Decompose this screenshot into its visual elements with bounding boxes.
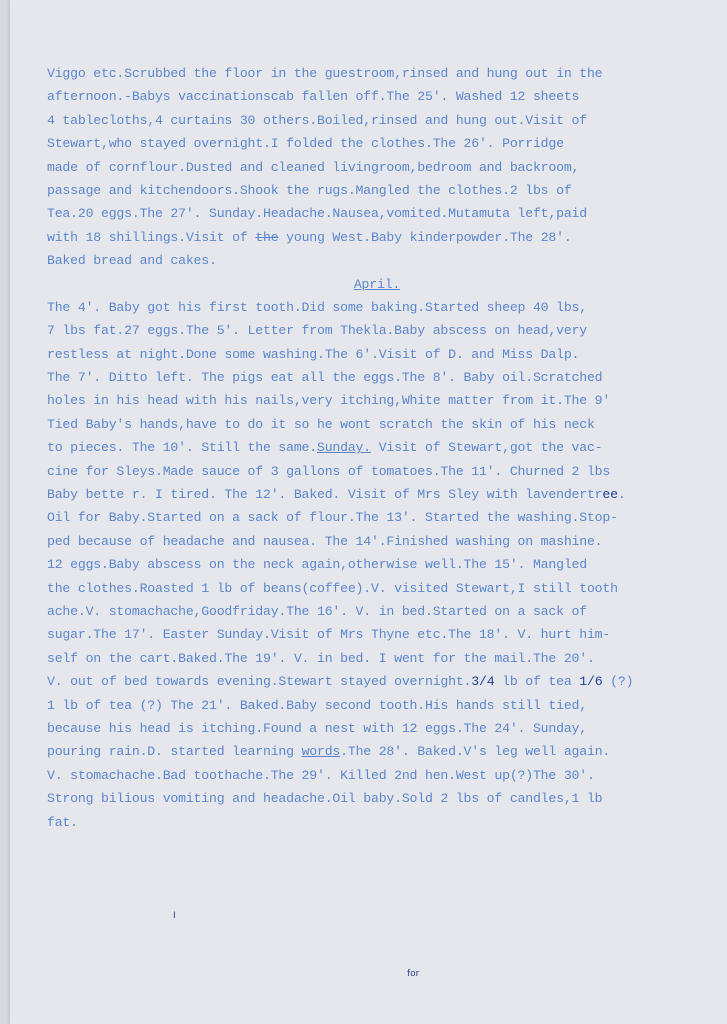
text-line: Viggo etc.Scrubbed the floor in the guestroom,rinsed and hung out in the xyxy=(47,66,603,81)
text-segment: Visit of Stewart,got the vac- xyxy=(370,440,603,456)
struck-text: the xyxy=(255,229,279,245)
text-line: made of cornflour.Dusted and cleaned livingroom,bedroom and backroom, xyxy=(47,159,580,175)
typed-text xyxy=(47,62,707,834)
text-line: cine for Sleys.Made sauce of 3 gallons of tomatoes.The 11'. Churned 2 lbs xyxy=(47,463,611,479)
text-line: Baked bread and cakes. xyxy=(47,253,217,269)
handwritten-insertion: I xyxy=(173,911,176,921)
text-line: fat. xyxy=(47,814,78,830)
text-line xyxy=(47,670,707,693)
text-line: holes in his head with his nails,very itching,White matter from it.The 9' xyxy=(47,393,611,409)
text-segment: . xyxy=(617,487,626,503)
underlined-text: words xyxy=(301,744,341,760)
text-line: the clothes.Roasted 1 lb of beans(coffee).V. visited Stewart,I still tooth xyxy=(47,580,618,596)
document-page xyxy=(10,0,727,1024)
text-segment: to pieces. The 10'. Still the same. xyxy=(47,440,317,456)
text-line: Strong bilious vomiting and headache.Oil baby.Sold 2 lbs of candles,1 lb xyxy=(47,791,603,807)
handwritten-fraction: 3/4 xyxy=(471,674,495,690)
text-line: 1 lb of tea (?) The 21'. Baked.Baby second tooth.His hands still tied, xyxy=(47,697,587,713)
text-segment: (?) xyxy=(602,674,634,690)
text-line: The 7'. Ditto left. The pigs eat all the eggs.The 8'. Baby oil.Scratched xyxy=(47,370,603,386)
text-line: V. stomachache.Bad toothache.The 29'. Killed 2nd hen.West up(?)The 30'. xyxy=(47,767,595,783)
handwritten-fraction: 1/6 xyxy=(579,674,603,690)
text-segment: young West.Baby kinderpowder.The 28'. xyxy=(278,229,572,245)
text-line: Tied Baby's hands,have to do it so he wont scratch the skin of his neck xyxy=(47,416,595,432)
text-line: self on the cart.Baked.The 19'. V. in bed. I went for the mail.The 20'. xyxy=(47,650,595,666)
text-line: restless at night.Done some washing.The 6'.Visit of D. and Miss Dalp. xyxy=(47,346,580,362)
text-line: Oil for Baby.Started on a sack of flour.The 13'. Started the washing.Stop- xyxy=(47,510,618,526)
text-line xyxy=(47,436,707,459)
text-line: 12 eggs.Baby abscess on the neck again,otherwise well.The 15'. Mangled xyxy=(47,557,587,573)
text-segment: V. out of bed towards evening.Stewart stayed overnight. xyxy=(47,674,472,690)
text-segment: lb of tea xyxy=(494,674,580,690)
text-segment: Baby bette r. I tired. The 12'. Baked. Visit of Mrs Sley with lavendertr xyxy=(47,487,603,503)
month-heading xyxy=(47,273,707,296)
text-line: passage and kitchendoors.Shook the rugs.Mangled the clothes.2 lbs of xyxy=(47,182,572,198)
text-line xyxy=(47,226,707,249)
text-line: Stewart,who stayed overnight.I folded the clothes.The 26'. Porridge xyxy=(47,136,564,152)
text-line xyxy=(47,740,707,763)
handwritten-correction: ee xyxy=(602,487,618,503)
text-line: ache.V. stomachache,Goodfriday.The 16'. V. in bed.Started on a sack of xyxy=(47,603,587,619)
text-line: Tea.20 eggs.The 27'. Sunday.Headache.Nausea,vomited.Mutamuta left,paid xyxy=(47,206,587,222)
text-line: afternoon.-Babys vaccinationscab fallen off.The 25'. Washed 12 sheets xyxy=(47,89,580,105)
text-line: 4 tablecloths,4 curtains 30 others.Boiled,rinsed and hung out.Visit of xyxy=(47,112,587,128)
text-segment: with 18 shillings.Visit of xyxy=(47,229,256,245)
handwritten-insertion: for xyxy=(407,969,420,979)
text-line: 7 lbs fat.27 eggs.The 5'. Letter from Thekla.Baby abscess on head,very xyxy=(47,323,587,339)
text-line: The 4'. Baby got his first tooth.Did some baking.Started sheep 40 lbs, xyxy=(47,299,587,315)
text-line: ped because of headache and nausea. The 14'.Finished washing on mashine. xyxy=(47,533,603,549)
text-segment: pouring rain.D. started learning xyxy=(47,744,302,760)
text-line: sugar.The 17'. Easter Sunday.Visit of Mrs Thyne etc.The 18'. V. hurt him- xyxy=(47,627,611,643)
text-line xyxy=(47,483,707,506)
text-line: because his head is itching.Found a nest with 12 eggs.The 24'. Sunday, xyxy=(47,720,587,736)
month-heading-text: April. xyxy=(353,276,401,292)
underlined-text: Sunday. xyxy=(316,440,371,456)
text-segment: .The 28'. Baked.V's leg well again. xyxy=(340,744,611,760)
